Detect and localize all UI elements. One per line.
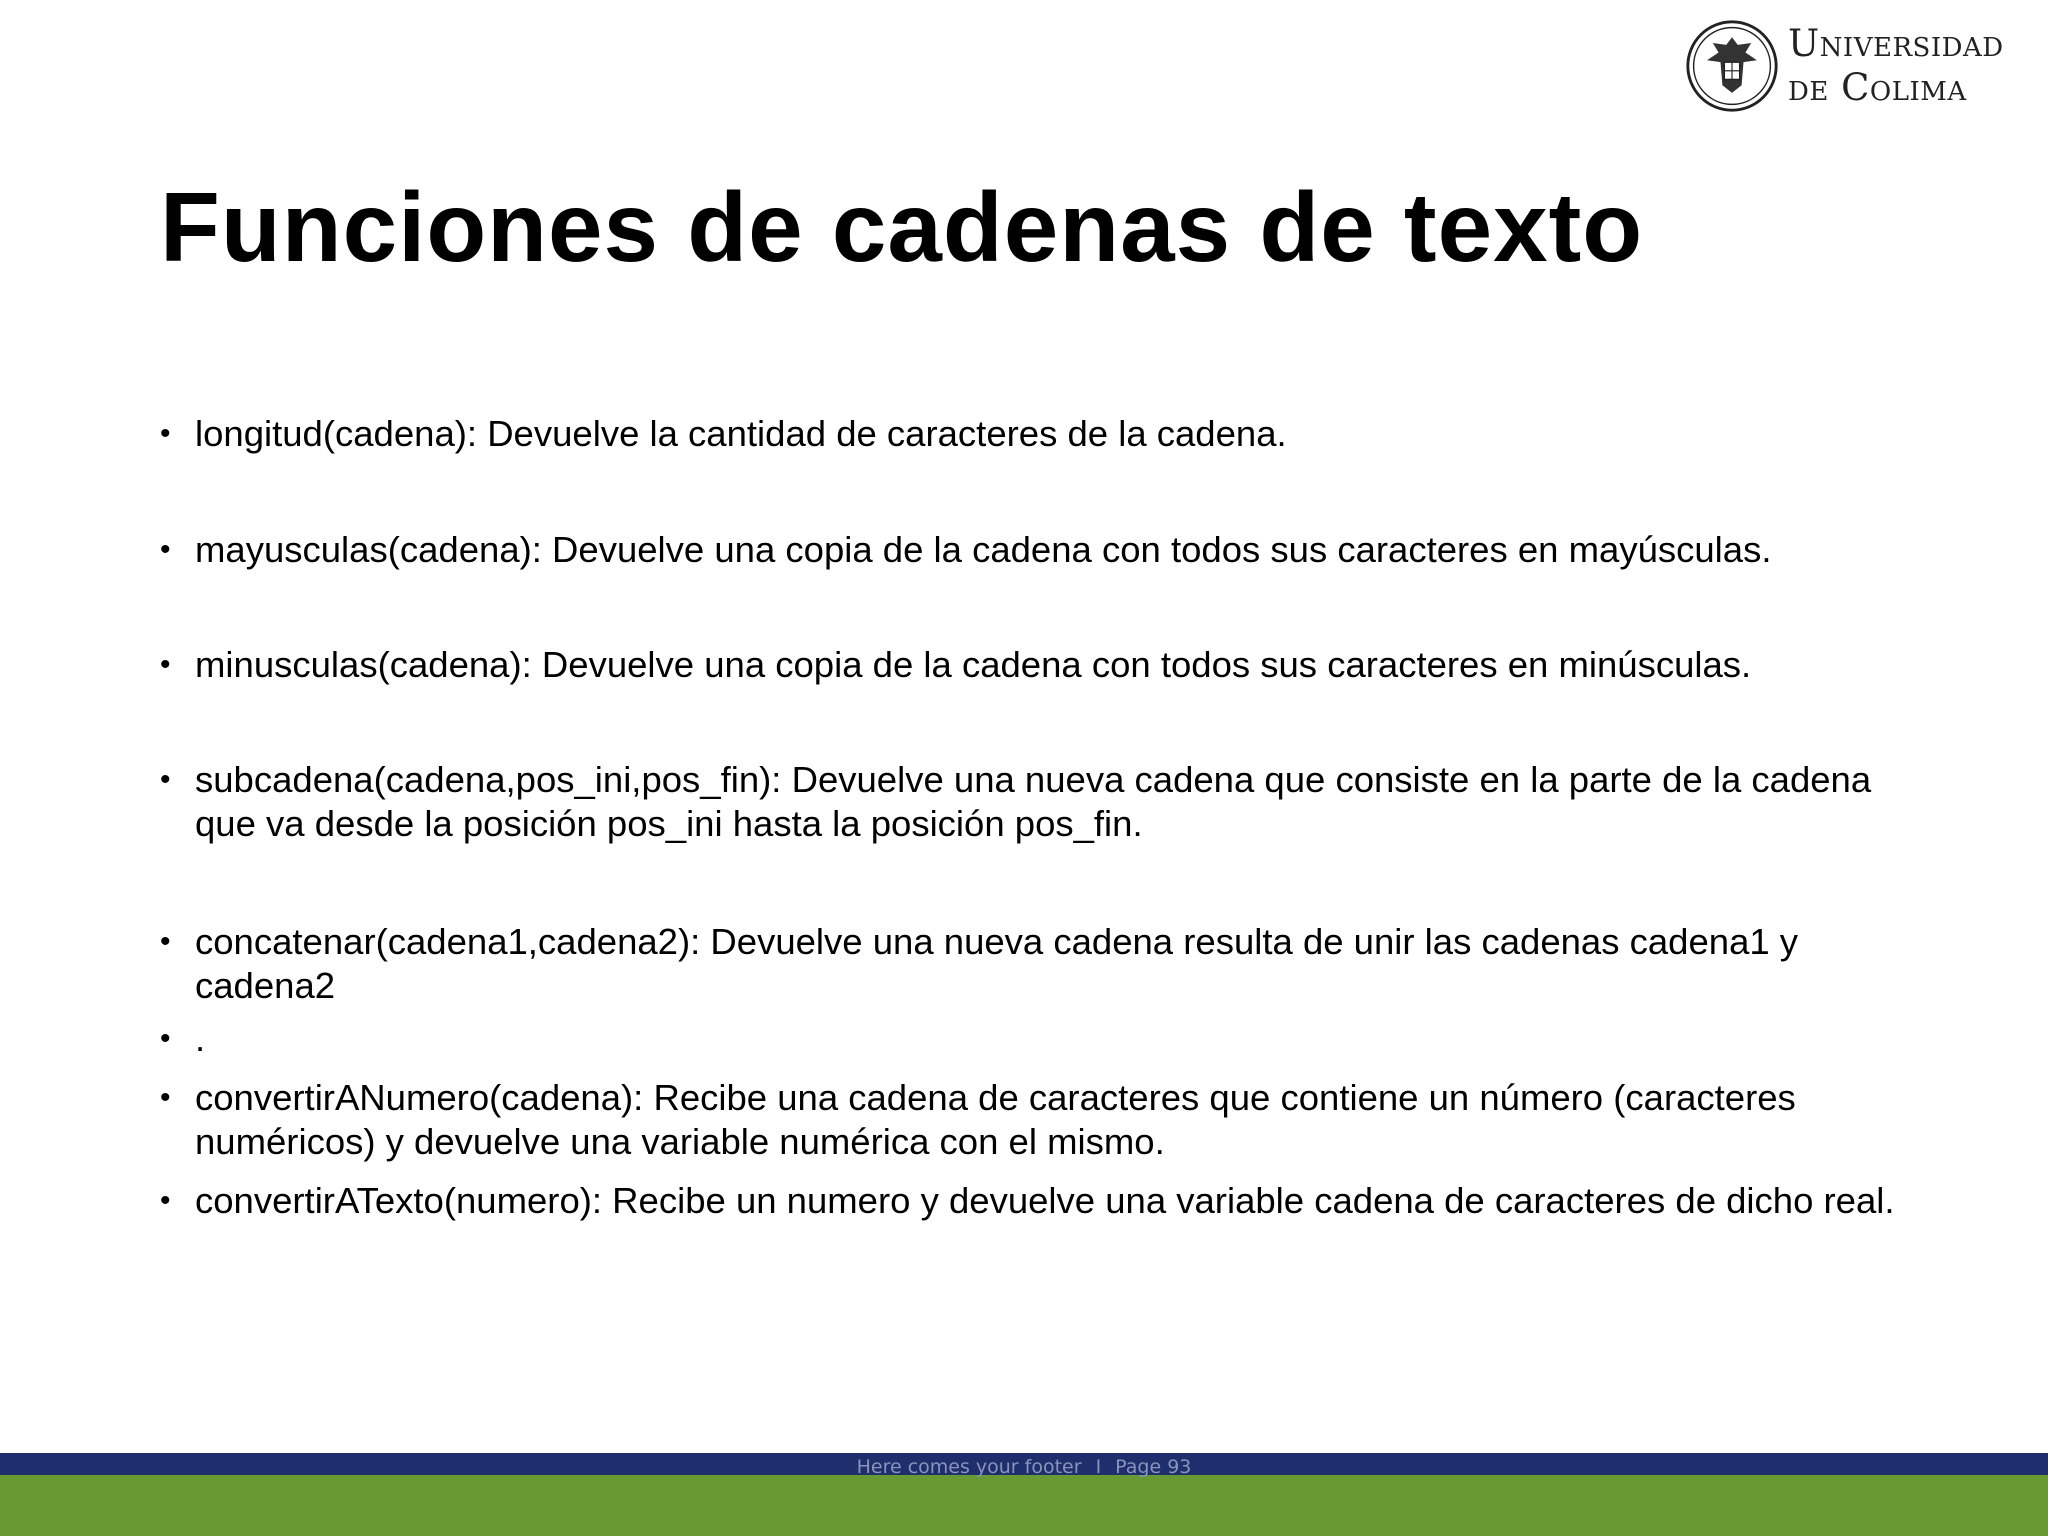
- bullet-text: mayusculas(cadena): Devuelve una copia de la cadena con todos sus caracteres en mayúsculas.: [195, 529, 1772, 570]
- bullet-item: [160, 920, 1900, 1008]
- bullet-dot-icon: •: [160, 925, 171, 958]
- bullet-item: [160, 1179, 1900, 1223]
- bullet-item: [160, 1076, 1900, 1164]
- bullet-item: [160, 758, 1900, 846]
- bullet-text: .: [195, 1018, 206, 1059]
- bullet-text: convertirANumero(cadena): Recibe una cadena de caracteres que contiene un número (caracteres numéricos) y devuelve una variable numérica con el mismo.: [195, 1077, 1796, 1162]
- bullet-item: [160, 412, 1900, 456]
- bullet-text: convertirATexto(numero): Recibe un numero y devuelve una variable cadena de caracteres de dicho real.: [195, 1180, 1895, 1221]
- bullet-dot-icon: •: [160, 763, 171, 796]
- footer: [0, 1452, 2048, 1482]
- university-seal-icon: [1684, 18, 1780, 114]
- footer-green-band: [0, 1475, 2048, 1536]
- university-logo: [1684, 16, 2004, 116]
- bullet-text: subcadena(cadena,pos_ini,pos_fin): Devuelve una nueva cadena que consiste en la parte de la cadena que va desde la posición pos_ini hasta la posición pos_fin.: [195, 759, 1872, 844]
- bullet-dot-icon: •: [160, 1081, 171, 1114]
- bullet-dot-icon: •: [160, 533, 171, 566]
- bullet-dot-icon: •: [160, 1184, 171, 1217]
- bullet-dot-icon: •: [160, 648, 171, 681]
- footer-text: Here comes your footer: [856, 1456, 1082, 1478]
- page-number: Page 93: [1115, 1456, 1192, 1478]
- bullet-dot-icon: •: [160, 417, 171, 450]
- bullet-item: [160, 1017, 1900, 1061]
- bullet-item: [160, 528, 1900, 572]
- slide-title: Funciones de cadenas de texto: [160, 172, 1644, 282]
- bullet-text: longitud(cadena): Devuelve la cantidad de caracteres de la cadena.: [195, 413, 1287, 454]
- logo-line-1: Universidad: [1788, 22, 2004, 65]
- bullet-item: [160, 643, 1900, 687]
- bullet-list: [160, 412, 1900, 1223]
- footer-separator: I: [1095, 1456, 1102, 1478]
- bullet-text: concatenar(cadena1,cadena2): Devuelve una nueva cadena resulta de unir las cadenas cadena1 y cadena2: [195, 921, 1799, 1006]
- bullet-text: minusculas(cadena): Devuelve una copia de la cadena con todos sus caracteres en minúsculas.: [195, 644, 1752, 685]
- bullet-dot-icon: •: [160, 1022, 171, 1055]
- university-wordmark: [1788, 22, 2004, 110]
- logo-line-2: de Colima: [1788, 66, 1967, 109]
